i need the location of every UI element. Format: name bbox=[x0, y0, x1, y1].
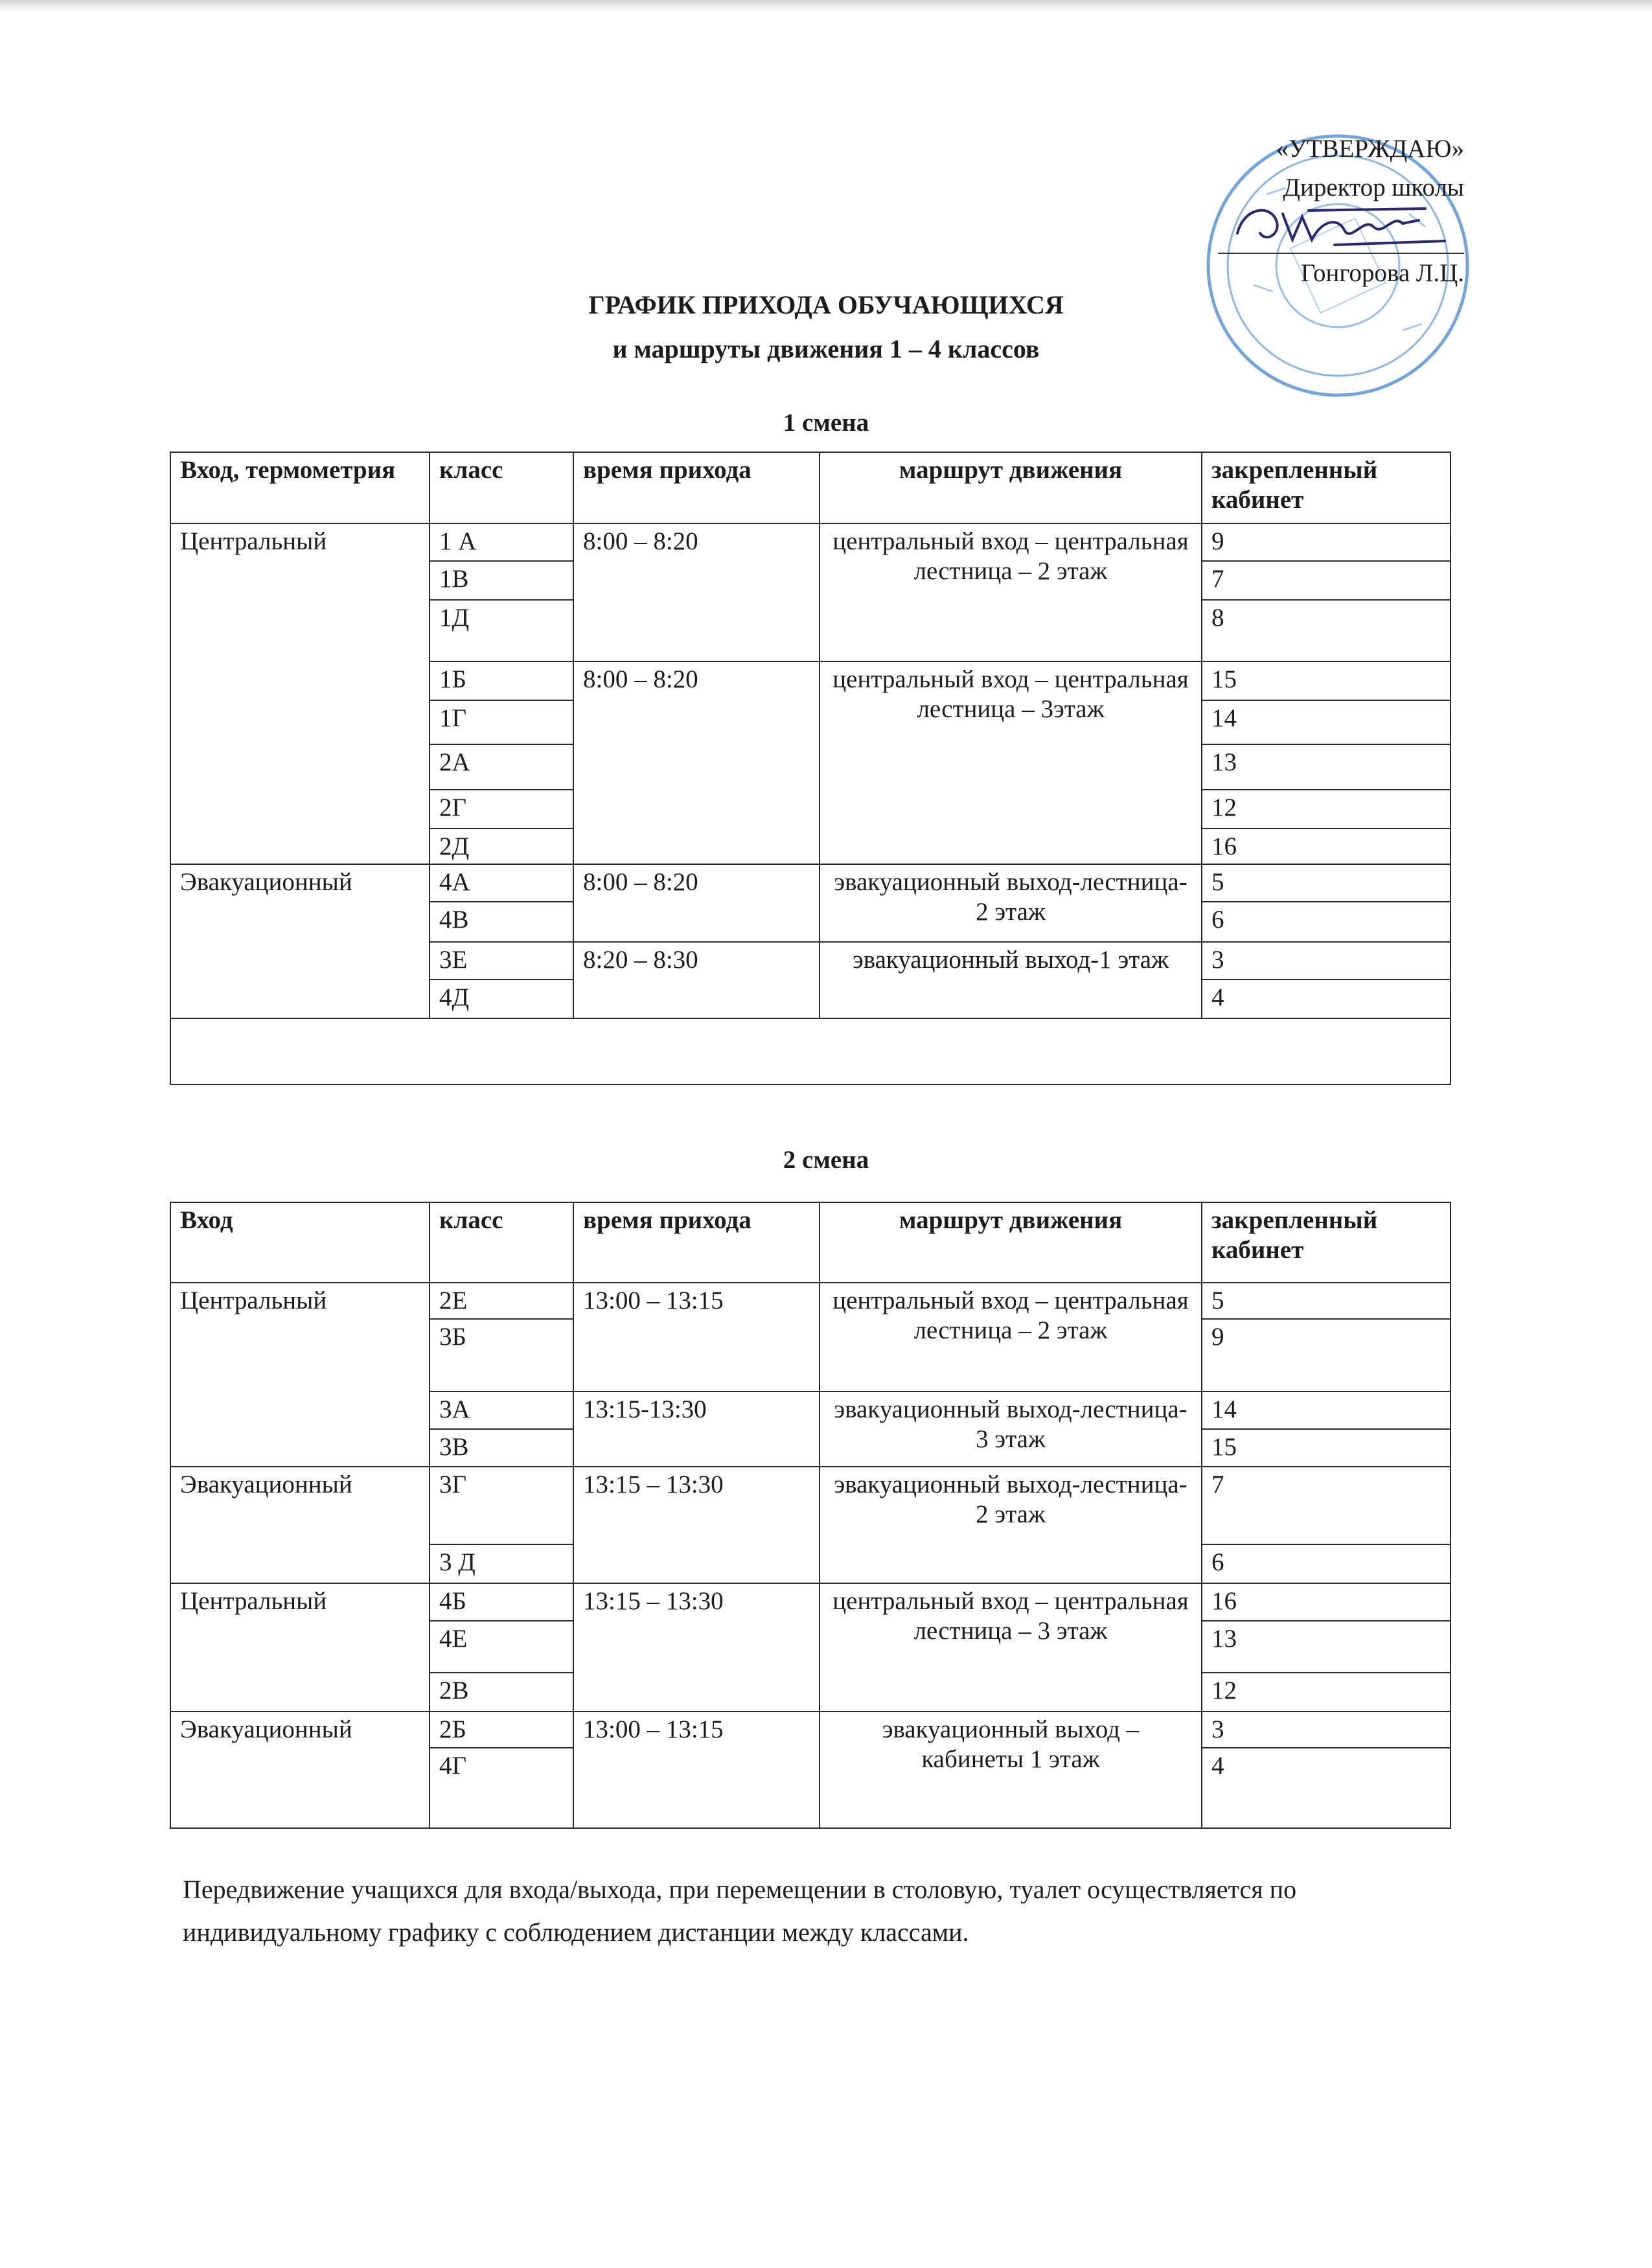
header-room: закрепленный кабинет bbox=[1202, 452, 1451, 523]
class-cell: 2Г bbox=[430, 790, 573, 829]
room-cell: 16 bbox=[1202, 829, 1451, 864]
header-time: время прихода bbox=[573, 1202, 820, 1283]
header-entry: Вход bbox=[170, 1202, 430, 1283]
class-cell: 1В bbox=[430, 561, 573, 600]
approval-block bbox=[1218, 130, 1464, 293]
time-cell: 13:00 – 13:15 bbox=[573, 1283, 820, 1392]
room-cell: 15 bbox=[1202, 661, 1451, 700]
class-cell: 2Е bbox=[430, 1283, 573, 1319]
shift2-table bbox=[170, 1202, 1451, 1829]
route-cell: центральный вход – центральная лестница – 3этаж bbox=[820, 661, 1202, 864]
room-cell: 6 bbox=[1202, 1544, 1451, 1583]
class-cell: 2Б bbox=[430, 1712, 573, 1748]
entry-cell: Эвакуационный bbox=[170, 864, 430, 1018]
table-row bbox=[170, 864, 1451, 902]
table-row bbox=[170, 1583, 1451, 1621]
route-cell: эвакуационный выход-1 этаж bbox=[820, 942, 1202, 1018]
class-cell: 4Б bbox=[430, 1583, 573, 1621]
entry-cell: Эвакуационный bbox=[170, 1712, 430, 1828]
class-cell: 4А bbox=[430, 864, 573, 902]
header-route: маршрут движения bbox=[820, 452, 1202, 523]
room-cell: 7 bbox=[1202, 1467, 1451, 1544]
room-cell: 9 bbox=[1202, 1319, 1451, 1392]
room-cell: 4 bbox=[1202, 1748, 1451, 1828]
room-cell: 13 bbox=[1202, 1621, 1451, 1673]
class-cell: 4В bbox=[430, 902, 573, 942]
room-cell: 8 bbox=[1202, 600, 1451, 661]
entry-cell: Центральный bbox=[170, 1283, 430, 1467]
room-cell: 14 bbox=[1202, 1392, 1451, 1429]
signature-line bbox=[1218, 207, 1464, 254]
room-cell: 12 bbox=[1202, 1673, 1451, 1712]
table-row bbox=[170, 1283, 1451, 1319]
room-cell: 13 bbox=[1202, 744, 1451, 790]
room-cell: 6 bbox=[1202, 902, 1451, 942]
time-cell: 13:15 – 13:30 bbox=[573, 1583, 820, 1712]
time-cell: 8:20 – 8:30 bbox=[573, 942, 820, 1018]
route-cell: эвакуационный выход-лестница- 2 этаж bbox=[820, 864, 1202, 942]
route-cell: центральный вход – центральная лестница – 2 этаж bbox=[820, 1283, 1202, 1392]
time-cell: 8:00 – 8:20 bbox=[573, 523, 820, 661]
header-room: закрепленный кабинет bbox=[1202, 1202, 1451, 1283]
room-cell: 5 bbox=[1202, 864, 1451, 902]
header-class: класс bbox=[430, 1202, 573, 1283]
class-cell: 3Е bbox=[430, 942, 573, 979]
approval-position: Директор школы bbox=[1283, 174, 1464, 201]
approval-heading: «УТВЕРЖДАЮ» bbox=[1276, 135, 1464, 163]
route-cell: эвакуационный выход-лестница- 2 этаж bbox=[820, 1467, 1202, 1583]
header-class: класс bbox=[430, 452, 573, 523]
class-cell: 1Д bbox=[430, 600, 573, 661]
room-cell: 14 bbox=[1202, 700, 1451, 744]
room-cell: 5 bbox=[1202, 1283, 1451, 1319]
class-cell: 4Д bbox=[430, 979, 573, 1018]
class-cell: 4Е bbox=[430, 1621, 573, 1673]
document-subtitle: и маршруты движения 1 – 4 классов bbox=[612, 334, 1040, 363]
shift2-title: 2 смена bbox=[783, 1146, 869, 1174]
entry-cell: Эвакуационный bbox=[170, 1467, 430, 1583]
footnote: Передвижение учащихся для входа/выхода, при перемещении в столовую, туалет осуществляется по индивидуальному графику с соблюдением дистанции между классами. bbox=[183, 1875, 1297, 1947]
class-cell: 2Д bbox=[430, 829, 573, 864]
approval-name: Гонгорова Л.Ц. bbox=[1300, 259, 1464, 287]
time-cell: 8:00 – 8:20 bbox=[573, 661, 820, 864]
time-cell: 8:00 – 8:20 bbox=[573, 864, 820, 942]
time-cell: 13:15 – 13:30 bbox=[573, 1467, 820, 1583]
class-cell: 2В bbox=[430, 1673, 573, 1712]
table-row bbox=[170, 523, 1451, 561]
class-cell: 3 Д bbox=[430, 1544, 573, 1583]
route-cell: центральный вход – центральная лестница – 2 этаж bbox=[820, 523, 1202, 661]
class-cell: 4Г bbox=[430, 1748, 573, 1828]
header-entry: Вход, термометрия bbox=[170, 452, 430, 523]
entry-cell: Центральный bbox=[170, 1583, 430, 1712]
class-cell: 3Б bbox=[430, 1319, 573, 1392]
header-time: время прихода bbox=[573, 452, 820, 523]
class-cell: 3Г bbox=[430, 1467, 573, 1544]
class-cell: 3В bbox=[430, 1429, 573, 1467]
room-cell: 16 bbox=[1202, 1583, 1451, 1621]
entry-cell: Центральный bbox=[170, 523, 430, 864]
room-cell: 3 bbox=[1202, 942, 1451, 979]
header-route: маршрут движения bbox=[820, 1202, 1202, 1283]
class-cell: 3А bbox=[430, 1392, 573, 1429]
time-cell: 13:00 – 13:15 bbox=[573, 1712, 820, 1828]
class-cell: 2А bbox=[430, 744, 573, 790]
scan-top-edge bbox=[0, 0, 1652, 12]
room-cell: 4 bbox=[1202, 979, 1451, 1018]
class-cell: 1Б bbox=[430, 661, 573, 700]
table-row bbox=[170, 1712, 1451, 1748]
empty-cell bbox=[170, 1018, 1451, 1084]
table-header-row bbox=[170, 1202, 1451, 1283]
time-cell: 13:15-13:30 bbox=[573, 1392, 820, 1467]
room-cell: 15 bbox=[1202, 1429, 1451, 1467]
route-cell: центральный вход – центральная лестница – 3 этаж bbox=[820, 1583, 1202, 1712]
shift1-title: 1 смена bbox=[783, 409, 869, 437]
class-cell: 1 А bbox=[430, 523, 573, 561]
room-cell: 3 bbox=[1202, 1712, 1451, 1748]
route-cell: эвакуационный выход – кабинеты 1 этаж bbox=[820, 1712, 1202, 1828]
route-cell: эвакуационный выход-лестница- 3 этаж bbox=[820, 1392, 1202, 1467]
room-cell: 12 bbox=[1202, 790, 1451, 829]
table-row bbox=[170, 1467, 1451, 1544]
room-cell: 7 bbox=[1202, 561, 1451, 600]
class-cell: 1Г bbox=[430, 700, 573, 744]
table-header-row bbox=[170, 452, 1451, 523]
document-title: ГРАФИК ПРИХОДА ОБУЧАЮЩИХСЯ bbox=[588, 290, 1064, 319]
shift1-table bbox=[170, 452, 1451, 1085]
empty-row bbox=[170, 1018, 1451, 1084]
room-cell: 9 bbox=[1202, 523, 1451, 561]
